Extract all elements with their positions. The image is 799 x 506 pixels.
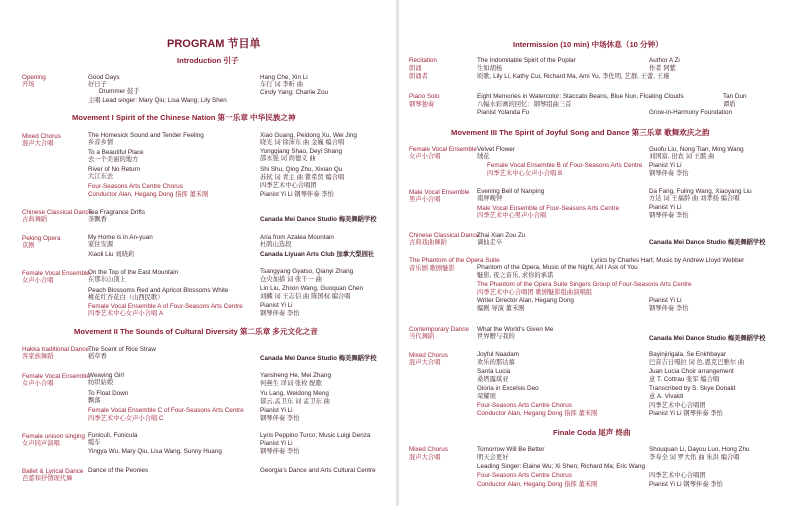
left-line-87: Dance of the Peonies bbox=[88, 467, 149, 474]
left-line-8: Hang Che, Xin Li bbox=[260, 74, 308, 81]
right-line-7: Author A Zi bbox=[649, 57, 680, 64]
left-line-32: Tea Fragrance Drifts bbox=[88, 209, 146, 216]
left-line-51: Tsangyang Gyatso, Qianyi Zhang bbox=[260, 268, 354, 275]
right-line-65: Gloria in Excelsis Deo bbox=[477, 385, 539, 392]
left-line-2: Opening bbox=[22, 74, 46, 81]
right-line-72: 意 T. Cottrau 张军 编合唱 bbox=[649, 376, 720, 383]
right-line-15: 谭盾 bbox=[723, 101, 736, 108]
left-line-76: 钢琴伴奏 李怡 bbox=[260, 415, 300, 422]
right-line-47: 魅影, 夜之音乐, 求你的承诺 bbox=[477, 272, 554, 279]
left-line-64: 女声小合唱 bbox=[22, 380, 54, 387]
left-line-54: 刘麟 词 王志信 曲 陈国权 编合唱 bbox=[260, 293, 351, 300]
right-line-43: The Phantom of the Opera Suite bbox=[409, 257, 500, 264]
right-line-24: Guofu Liu, Nong Tian, Ming Wang bbox=[649, 146, 744, 153]
left-line-59: 客家族舞蹈 bbox=[22, 353, 54, 360]
left-line-25: 邵永强 词 尚德义 曲 bbox=[260, 155, 316, 162]
left-line-47: Peach Blossoms Red and Apricot Blossoms White bbox=[88, 287, 229, 294]
left-line-43: Female Vocal Ensemble bbox=[22, 270, 90, 277]
left-line-35: Peking Opera bbox=[22, 235, 61, 242]
left-line-19: 大江东去 bbox=[88, 173, 114, 180]
left-line-18: River of No Return bbox=[88, 166, 141, 173]
left-page-text bbox=[0, 0, 396, 506]
right-line-42: Canada Mei Dance Studio 梅美舞蹈学校 bbox=[649, 239, 766, 246]
left-line-22: Xiao Guang, Peidong Xu, Wei Jing bbox=[260, 132, 357, 139]
right-line-60: 混声大合唱 bbox=[409, 359, 441, 366]
left-line-39: Xiaoli Liu 刘晓莉 bbox=[88, 251, 135, 258]
right-line-29: 男声小合唱 bbox=[409, 196, 441, 203]
left-line-52: 仓央加措 词 张千一 曲 bbox=[260, 276, 322, 283]
left-line-58: Hakka traditional Dance bbox=[22, 346, 89, 353]
left-line-53: Lin Liu, Zhixin Wang, Guoquan Chen bbox=[260, 285, 364, 292]
left-line-13: 混声大合唱 bbox=[22, 140, 54, 147]
left-line-17: 去一个美丽的地方 bbox=[88, 156, 139, 163]
right-line-41: 谪仙走卒 bbox=[477, 239, 503, 246]
right-line-18: Female Vocal Ensemble bbox=[409, 146, 477, 153]
left-line-65: Weaving Girl bbox=[88, 372, 124, 379]
left-line-31: 古典舞蹈 bbox=[22, 216, 48, 223]
left-line-24: Yongqiang Shao, Deyi Shang bbox=[260, 148, 343, 155]
left-line-69: Female Vocal Ensemble C of Four-Seasons Arts Centre bbox=[88, 407, 244, 414]
right-line-9: Piano Solo bbox=[409, 93, 440, 100]
left-line-37: My Home is in An-yuan bbox=[88, 234, 153, 241]
right-line-4: The Indomitable Spirit of the Poplar bbox=[477, 57, 576, 64]
left-line-27: 苏轼 词 青主 曲 瞿希贤 编合唱 bbox=[260, 174, 345, 181]
right-line-80: Tomorrow Will Be Better bbox=[477, 446, 545, 453]
right-line-16: Grow-in-Harmony Foundation bbox=[649, 109, 732, 116]
right-line-79: 混声大合唱 bbox=[409, 454, 441, 461]
right-line-83: Four-Seasons Arts Centre Chorus bbox=[477, 472, 572, 479]
right-line-84: Conductor Alan, Hegang Dong 指挥 董禾刚 bbox=[477, 481, 598, 488]
right-line-71: Juan Lucia Choir arrangement bbox=[649, 368, 734, 375]
right-line-5: 生如胡杨 bbox=[477, 65, 503, 72]
left-line-67: To Float Down bbox=[88, 390, 129, 397]
left-line-40: Aria from Azalea Mountain bbox=[260, 234, 334, 241]
left-line-5: 好日子 bbox=[88, 81, 107, 88]
right-line-53: 钢琴伴奏 李怡 bbox=[649, 305, 689, 312]
left-line-56: 钢琴伴奏 李怡 bbox=[260, 310, 300, 317]
right-line-73: Transcribed by S. Skye Donald bbox=[649, 385, 736, 392]
left-line-1: Introduction 引子 bbox=[177, 56, 239, 65]
right-line-59: Mixed Chorus bbox=[409, 352, 448, 359]
right-line-77: Finale Coda 尾声 终曲 bbox=[553, 428, 631, 437]
left-line-33: 茶飘香 bbox=[88, 216, 107, 223]
left-line-29: Pianist Yi Li 钢琴伴奏 李怡 bbox=[260, 191, 334, 198]
right-line-45: Lyrics by Charles Hart; Music by Andrew Lloyd Webber bbox=[591, 257, 745, 264]
right-line-88: Pianist Yi Li 钢琴伴奏 李怡 bbox=[649, 481, 723, 488]
right-line-14: Tan Dun bbox=[723, 93, 747, 100]
right-line-37: 钢琴伴奏 李怡 bbox=[649, 212, 689, 219]
left-line-75: Pianist Yi Li bbox=[260, 407, 293, 414]
left-line-61: 稻草香 bbox=[88, 353, 107, 360]
left-line-78: 女声同声演唱 bbox=[22, 440, 60, 447]
left-line-30: Chinese Classical Dance bbox=[22, 209, 92, 216]
right-line-31: 南屏晚钟 bbox=[477, 195, 503, 202]
right-line-55: 当代舞蹈 bbox=[409, 333, 435, 340]
left-line-11: Movement I Spirit of the Chinese Nation 第一乐章 中华民族之神 bbox=[72, 113, 296, 122]
right-line-12: 八幅水彩画的回忆：钢琴组曲三首 bbox=[477, 101, 572, 108]
right-line-69: Bayinjirigala, Se Enkhbayar bbox=[649, 351, 727, 358]
right-line-70: 巴音吉日嘎拉 词 色.恩克巴雅尔 曲 bbox=[649, 359, 745, 366]
right-line-10: 钢琴独奏 bbox=[409, 101, 435, 108]
left-line-57: Movement II The Sounds of Cultural Diversity 第二乐章 多元文化之音 bbox=[74, 327, 318, 336]
right-line-39: 古典戏曲舞蹈 bbox=[409, 239, 447, 246]
right-line-51: 编剧 导演 董禾刚 bbox=[477, 305, 525, 312]
right-line-58: Canada Mei Dance Studio 梅美舞蹈学校 bbox=[649, 335, 766, 342]
left-line-26: Shi Shu, Qing Zhu, Xixian Qu bbox=[260, 166, 343, 173]
left-line-79: Funiculì, Funicula bbox=[88, 432, 138, 439]
left-line-6: Drummer 鼓手 bbox=[99, 88, 140, 95]
left-line-10: Cindy Yang; Charlie Zou bbox=[260, 89, 329, 96]
left-line-44: 女声小合唱 bbox=[22, 277, 54, 284]
left-line-88: Georgia's Dance and Arts Cultural Centre bbox=[260, 467, 376, 474]
right-line-30: Evening Bell of Nanping bbox=[477, 188, 545, 195]
right-line-49: 四季艺术中心合唱团 歌剧魅影组曲演唱组 bbox=[477, 289, 593, 296]
right-page bbox=[399, 0, 799, 506]
right-line-48: The Phantom of the Opera Suite Singers Group of Four-Seasons Arts Centre bbox=[477, 281, 692, 288]
right-line-56: What the World's Given Me bbox=[477, 326, 554, 333]
left-line-60: The Scent of Rice Straw bbox=[88, 346, 156, 353]
right-line-61: Joyful Naadam bbox=[477, 351, 519, 358]
left-line-71: Yansheng He, Mei Zhang bbox=[260, 372, 331, 379]
left-line-80: 缆车 bbox=[88, 439, 101, 446]
left-line-7: 主唱 Lead singer: Mary Qiu; Lisa Wang; Lily Shen bbox=[88, 97, 227, 104]
left-line-74: 郁云,孟卫东 词 孟卫东 曲 bbox=[260, 398, 330, 405]
left-line-86: 芭蕾和抒情现代舞 bbox=[22, 475, 73, 482]
right-line-35: 方达 词 王福龄 曲 刘孝扬 编合唱 bbox=[649, 195, 740, 202]
right-line-2: 朗诵 bbox=[409, 65, 422, 72]
right-line-67: Four-Seasons Arts Centre Chorus bbox=[477, 402, 572, 409]
right-line-32: Male Vocal Ensemble of Four-Seasons Arts Centre bbox=[477, 205, 620, 212]
left-line-16: To a Beautiful Place bbox=[88, 149, 144, 156]
left-line-4: Good Days bbox=[88, 74, 120, 81]
left-line-45: On the Top of the East Mountain bbox=[88, 269, 179, 276]
left-line-34: Canada Mei Dance Studio 梅美舞蹈学校 bbox=[260, 216, 377, 223]
right-line-40: Zhai Xian Zou Zu bbox=[477, 232, 526, 239]
left-line-41: 杜鹃山选段 bbox=[260, 241, 292, 248]
right-line-68: Conductor Alan, Hegang Dong 指挥 董禾刚 bbox=[477, 410, 598, 417]
right-line-13: Pianist Yolanda Fu bbox=[477, 109, 530, 116]
right-line-66: 荣耀颂 bbox=[477, 393, 496, 400]
right-page-text bbox=[399, 0, 799, 506]
left-line-72: 何燕生 译词 张枚 配歌 bbox=[260, 380, 322, 387]
left-line-42: Canada Liyuan Arts Club 加拿大梨园社 bbox=[260, 251, 375, 258]
left-page bbox=[0, 0, 396, 506]
left-line-0: PROGRAM 节目单 bbox=[167, 38, 261, 50]
right-line-34: Da Fang, Fuling Wang, Xiaoyang Liu bbox=[649, 188, 752, 195]
left-line-3: 开场 bbox=[22, 81, 35, 88]
left-line-62: Canada Mei Dance Studio 梅美舞蹈学校 bbox=[260, 355, 377, 362]
left-line-84: 钢琴伴奏 李怡 bbox=[260, 448, 300, 455]
right-line-63: Santa Lucia bbox=[477, 368, 511, 375]
right-line-23: 四季艺术中心女声小合唱 B bbox=[487, 170, 563, 177]
right-line-78: Mixed Chorus bbox=[409, 446, 448, 453]
right-line-81: 明天会更好 bbox=[477, 454, 509, 461]
right-line-6: 顷歌, Lily Li, Kathy Cui, Richard Ma, Ami Yu, 李佐明, 艺群, 王蕾, 王瑾 bbox=[477, 73, 670, 80]
right-line-11: Eight Memories in Watercolor: Staccato Beans, Blue Nun, Floating Clouds bbox=[477, 93, 684, 100]
left-line-14: The Homesick Sound and Tender Feeling bbox=[88, 132, 204, 139]
right-line-87: 四季艺术中心合唱团 bbox=[649, 472, 706, 479]
right-line-36: Pianist Yi Li bbox=[649, 204, 682, 211]
left-line-83: Pianist Yi Li bbox=[260, 440, 293, 447]
left-line-15: 乡音乡情 bbox=[88, 139, 114, 146]
left-line-85: Ballet & Lyrical Dance bbox=[22, 468, 84, 475]
left-line-70: 四季艺术中心女声小合唱 C bbox=[88, 415, 164, 422]
right-line-33: 四季艺术中心男声小合唱 bbox=[477, 212, 547, 219]
left-line-48: 桃花红杏花白（山西民歌） bbox=[88, 294, 164, 301]
left-line-38: 家住安源 bbox=[88, 241, 114, 248]
left-line-81: Yingya Wu, Mary Qiu, Lisa Wang, Sunny Huang bbox=[88, 448, 222, 455]
left-line-73: Yu Lang, Weidong Meng bbox=[260, 390, 329, 397]
right-line-75: 四季艺术中心合唱团 bbox=[649, 402, 706, 409]
right-line-25: 刘国富, 田农 词 王酩 曲 bbox=[649, 153, 715, 160]
right-line-3: 朗诵者 bbox=[409, 73, 428, 80]
left-line-20: Four-Seasons Arts Centre Chorus bbox=[88, 183, 183, 190]
right-line-57: 世界赠与我的 bbox=[477, 333, 515, 340]
left-line-9: 车行 词 李昕 曲 bbox=[260, 81, 304, 88]
right-line-44: 音乐剧 歌剧魅影 bbox=[409, 265, 455, 272]
right-line-38: Chinese Classical Dance bbox=[409, 232, 479, 239]
left-line-12: Mixed Chorus bbox=[22, 133, 61, 140]
right-line-76: Pianist Yi Li 钢琴伴奏 李怡 bbox=[649, 410, 723, 417]
right-line-27: 钢琴伴奏 李怡 bbox=[649, 170, 689, 177]
left-line-68: 飘落 bbox=[88, 397, 101, 404]
left-line-82: Lyris Peppino Turco; Music Luigi Denza bbox=[260, 432, 371, 439]
right-line-54: Contemporary Dance bbox=[409, 326, 469, 333]
left-line-63: Female Vocal Ensemble bbox=[22, 373, 90, 380]
right-line-22: Female Vocal Ensemble B of Four-Seasons Arts Centre bbox=[487, 162, 643, 169]
left-line-77: Female unison singing bbox=[22, 433, 86, 440]
left-line-50: 四季艺术中心女声小合唱 A bbox=[88, 310, 164, 317]
right-line-19: 女声小合唱 bbox=[409, 153, 441, 160]
right-line-28: Male Vocal Ensemble bbox=[409, 189, 470, 196]
left-line-55: Pianist Yi Li bbox=[260, 302, 293, 309]
right-line-85: Shouquan Li, Dayou Luo, Hong Zhu bbox=[649, 446, 750, 453]
left-line-36: 京剧 bbox=[22, 242, 35, 249]
left-line-21: Conductor Alan, Hegang Dong 指挥 董禾刚 bbox=[88, 191, 209, 198]
right-line-64: 桑塔露琪亚 bbox=[477, 376, 509, 383]
right-line-8: 作者 阿紫 bbox=[649, 65, 676, 72]
right-line-20: Velvet Flower bbox=[477, 146, 515, 153]
right-line-82: Leading Singer: Elaine Wu; Xi Shen; Richard Ma; Eric Wang bbox=[477, 463, 646, 470]
right-line-50: Writer Director Alan, Hegang Dong bbox=[477, 297, 574, 304]
right-line-46: Phantom of the Opera, Music of the Night, All I Ask of You bbox=[477, 264, 638, 271]
right-line-17: Movement III The Spirit of Joyful Song and Dance 第三乐章 歌舞欢庆之韵 bbox=[451, 128, 710, 137]
right-line-74: 意 A. Vivaldi bbox=[649, 393, 684, 400]
right-line-26: Pianist Yi Li bbox=[649, 162, 682, 169]
right-line-21: 绒花 bbox=[477, 153, 490, 160]
left-line-23: 晓光 词 徐沛东 曲 金巍 编合唱 bbox=[260, 139, 345, 146]
left-line-28: 四季艺术中心合唱团 bbox=[260, 182, 317, 189]
right-line-62: 欢乐的那达慕 bbox=[477, 359, 515, 366]
left-line-46: 在那东山顶上 bbox=[88, 276, 126, 283]
right-line-0: Intermission (10 min) 中场休息（10 分钟） bbox=[513, 40, 663, 49]
left-line-66: 纺织姑娘 bbox=[88, 379, 114, 386]
right-line-52: Pianist Yi Li bbox=[649, 297, 682, 304]
right-line-1: Recitation bbox=[409, 57, 438, 64]
left-line-49: Female Vocal Ensemble A of Four-Seasons Arts Centre bbox=[88, 303, 243, 310]
right-line-86: 李寿全 词 罗大佑 曲 朱洪 编合唱 bbox=[649, 454, 740, 461]
